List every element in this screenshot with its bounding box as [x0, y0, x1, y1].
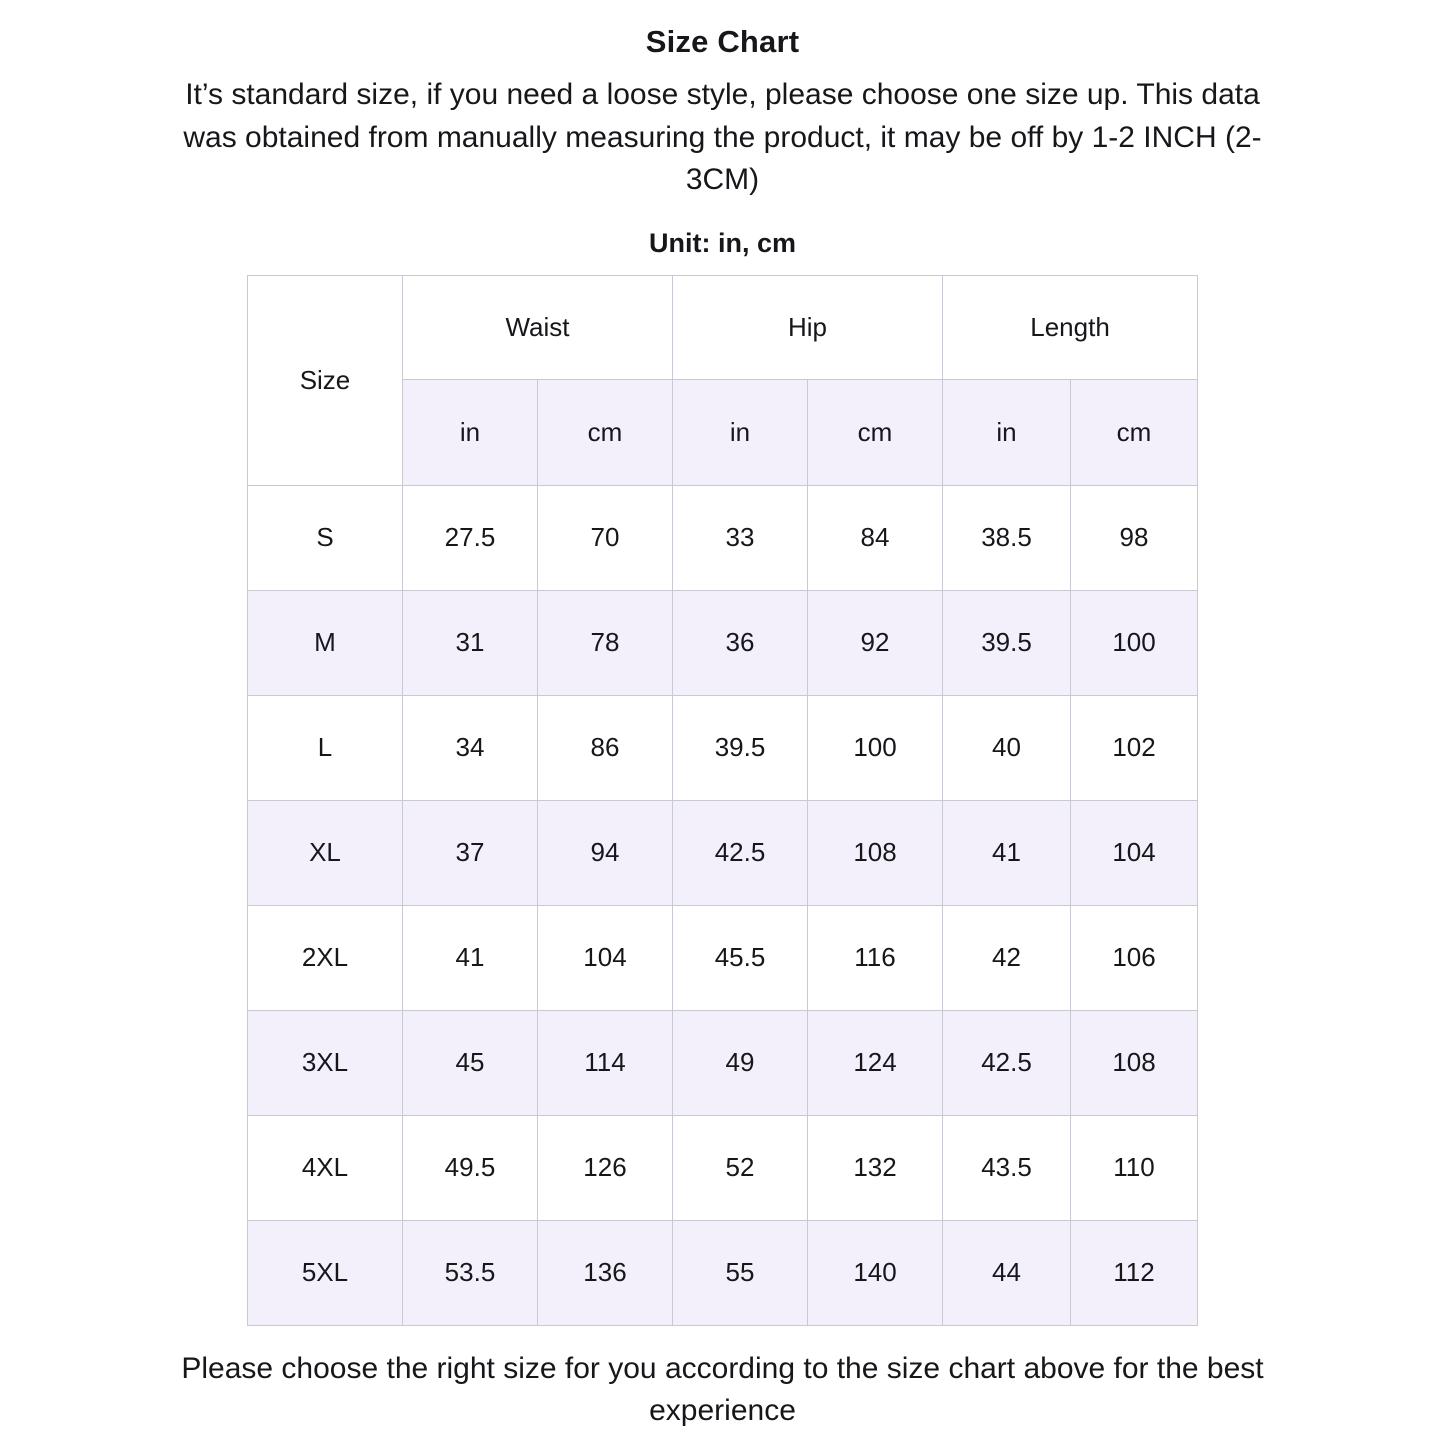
cell-size: XL: [247, 800, 402, 905]
cell-waist-cm: 86: [537, 695, 672, 800]
cell-size: S: [247, 485, 402, 590]
cell-waist-cm: 94: [537, 800, 672, 905]
cell-waist-in: 34: [402, 695, 537, 800]
cell-hip-cm: 84: [808, 485, 943, 590]
cell-length-cm: 108: [1071, 1010, 1198, 1115]
cell-hip-in: 55: [673, 1220, 808, 1325]
cell-hip-in: 42.5: [673, 800, 808, 905]
unit-cell-length-in: in: [943, 379, 1071, 485]
unit-cell-length-cm: cm: [1071, 379, 1198, 485]
cell-hip-in: 45.5: [673, 905, 808, 1010]
header-cell-waist: Waist: [402, 275, 672, 379]
table-row: [247, 590, 1197, 695]
cell-length-cm: 100: [1071, 590, 1198, 695]
cell-length-in: 40: [943, 695, 1071, 800]
unit-cell-waist-in: in: [402, 379, 537, 485]
cell-length-in: 38.5: [943, 485, 1071, 590]
unit-cell-waist-cm: cm: [537, 379, 672, 485]
header-cell-hip: Hip: [673, 275, 943, 379]
cell-hip-cm: 140: [808, 1220, 943, 1325]
cell-waist-cm: 136: [537, 1220, 672, 1325]
table-group-header-row: [247, 275, 1197, 379]
cell-length-cm: 106: [1071, 905, 1198, 1010]
cell-hip-cm: 100: [808, 695, 943, 800]
cell-hip-cm: 132: [808, 1115, 943, 1220]
unit-cell-hip-cm: cm: [808, 379, 943, 485]
table-row: [247, 695, 1197, 800]
unit-label: Unit: in, cm: [649, 227, 796, 258]
cell-length-cm: 104: [1071, 800, 1198, 905]
table-row: [247, 1010, 1197, 1115]
cell-waist-in: 49.5: [402, 1115, 537, 1220]
cell-hip-in: 33: [673, 485, 808, 590]
cell-hip-cm: 116: [808, 905, 943, 1010]
intro-text: It’s standard size, if you need a loose style, please choose one size up. This data was obtained from manually measuring the product, it may be off by 1-2 INCH (2-3CM): [183, 78, 1262, 197]
cell-hip-in: 39.5: [673, 695, 808, 800]
cell-hip-in: 52: [673, 1115, 808, 1220]
cell-waist-cm: 70: [537, 485, 672, 590]
cell-hip-in: 49: [673, 1010, 808, 1115]
cell-waist-in: 45: [402, 1010, 537, 1115]
cell-waist-in: 41: [402, 905, 537, 1010]
cell-length-in: 44: [943, 1220, 1071, 1325]
cell-waist-cm: 114: [537, 1010, 672, 1115]
cell-length-cm: 98: [1071, 485, 1198, 590]
cell-length-in: 39.5: [943, 590, 1071, 695]
cell-waist-cm: 104: [537, 905, 672, 1010]
table-row: [247, 800, 1197, 905]
cell-hip-cm: 92: [808, 590, 943, 695]
cell-length-cm: 112: [1071, 1220, 1198, 1325]
cell-size: 2XL: [247, 905, 402, 1010]
cell-size: M: [247, 590, 402, 695]
cell-waist-in: 31: [402, 590, 537, 695]
cell-waist-cm: 78: [537, 590, 672, 695]
table-row: [247, 905, 1197, 1010]
cell-length-in: 42.5: [943, 1010, 1071, 1115]
table-row: [247, 485, 1197, 590]
footer-note: Please choose the right size for you according to the size chart above for the best experience: [181, 1351, 1264, 1427]
size-chart-table: [247, 275, 1198, 1326]
cell-hip-cm: 124: [808, 1010, 943, 1115]
cell-length-in: 42: [943, 905, 1071, 1010]
cell-hip-cm: 108: [808, 800, 943, 905]
cell-hip-in: 36: [673, 590, 808, 695]
cell-waist-cm: 126: [537, 1115, 672, 1220]
unit-cell-hip-in: in: [673, 379, 808, 485]
cell-waist-in: 53.5: [402, 1220, 537, 1325]
cell-size: L: [247, 695, 402, 800]
cell-length-in: 43.5: [943, 1115, 1071, 1220]
cell-size: 3XL: [247, 1010, 402, 1115]
cell-length-cm: 110: [1071, 1115, 1198, 1220]
page-title: Size Chart: [645, 24, 800, 59]
cell-size: 4XL: [247, 1115, 402, 1220]
table-row: [247, 1115, 1197, 1220]
cell-length-in: 41: [943, 800, 1071, 905]
cell-size: 5XL: [247, 1220, 402, 1325]
table-row: [247, 1220, 1197, 1325]
cell-waist-in: 37: [402, 800, 537, 905]
header-cell-length: Length: [943, 275, 1198, 379]
cell-length-cm: 102: [1071, 695, 1198, 800]
cell-waist-in: 27.5: [402, 485, 537, 590]
header-cell-size: Size: [247, 275, 402, 485]
